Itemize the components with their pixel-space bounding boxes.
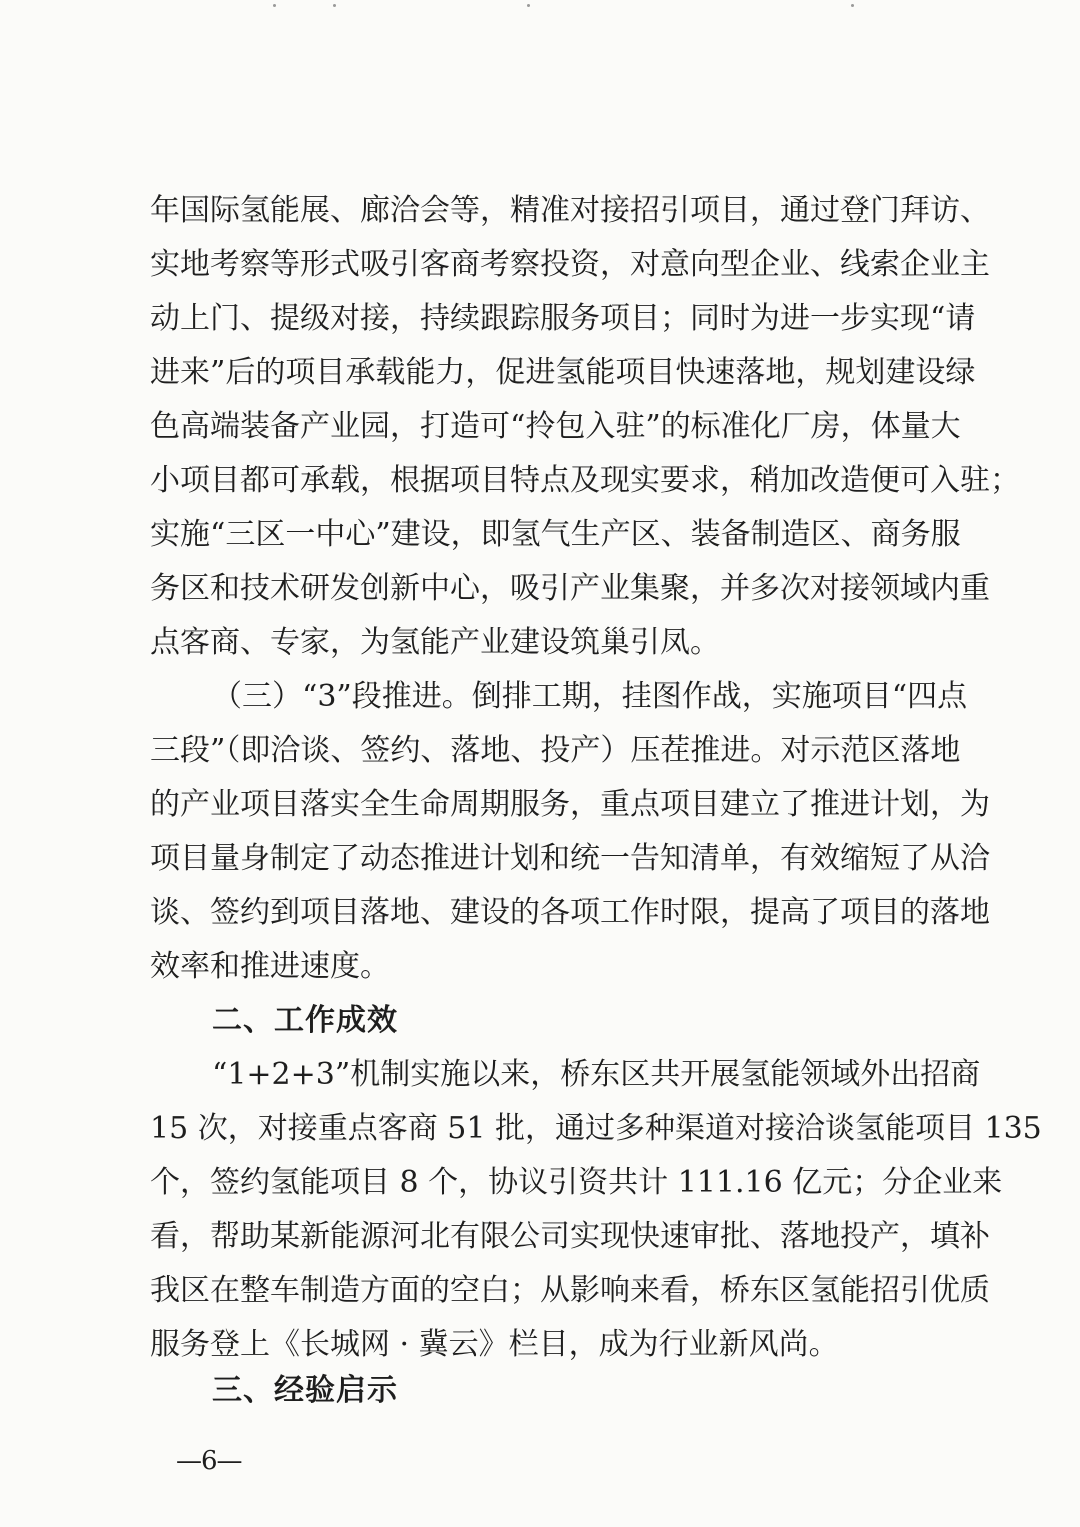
text-line: 看，帮助某新能源河北有限公司实现快速审批、落地投产，填补 bbox=[150, 1219, 990, 1254]
text-line: 我区在整车制造方面的空白；从影响来看，桥东区氢能招引优质 bbox=[150, 1273, 990, 1308]
text-line: （三）“3”段推进。倒排工期，挂图作战，实施项目“四点 bbox=[212, 679, 968, 714]
text-line: 个，签约氢能项目 8 个，协议引资共计 111.16 亿元；分企业来 bbox=[150, 1165, 1003, 1200]
text-line: 进来”后的项目承载能力，促进氢能项目快速落地，规划建设绿 bbox=[150, 355, 976, 390]
text-line: 务区和技术研发创新中心，吸引产业集聚，并多次对接领域内重 bbox=[150, 571, 990, 606]
section-heading-work-results: 二、工作成效 bbox=[212, 1003, 398, 1038]
scan-speck bbox=[333, 4, 336, 7]
text-line: 实施“三区一中心”建设，即氢气生产区、装备制造区、商务服 bbox=[150, 517, 961, 552]
text-line: 实地考察等形式吸引客商考察投资，对意向型企业、线索企业主 bbox=[150, 247, 990, 282]
text-line: “1+2+3”机制实施以来，桥东区共开展氢能领域外出招商 bbox=[212, 1057, 981, 1092]
text-line: 服务登上《长城网 · 冀云》栏目，成为行业新风尚。 bbox=[150, 1327, 839, 1362]
page-number: —6— bbox=[176, 1446, 242, 1476]
text-line: 动上门、提级对接，持续跟踪服务项目；同时为进一步实现“请 bbox=[150, 301, 976, 336]
scan-speck bbox=[273, 4, 276, 7]
text-line: 点客商、专家，为氢能产业建设筑巢引凤。 bbox=[150, 625, 720, 660]
text-line: 三段”（即洽谈、签约、落地、投产）压茬推进。对示范区落地 bbox=[150, 733, 961, 768]
text-line: 年国际氢能展、廊洽会等，精准对接招引项目，通过登门拜访、 bbox=[150, 193, 990, 228]
text-line: 15 次，对接重点客商 51 批，通过多种渠道对接洽谈氢能项目 135 bbox=[150, 1111, 1042, 1146]
scan-speck bbox=[527, 4, 530, 7]
text-line: 小项目都可承载，根据项目特点及现实要求，稍加改造便可入驻； bbox=[150, 463, 1020, 498]
text-line: 效率和推进速度。 bbox=[150, 949, 390, 984]
section-heading-experience: 三、经验启示 bbox=[212, 1373, 398, 1408]
text-line: 谈、签约到项目落地、建设的各项工作时限，提高了项目的落地 bbox=[150, 895, 990, 930]
scan-speck bbox=[851, 4, 854, 7]
text-line: 色高端装备产业园，打造可“拎包入驻”的标准化厂房，体量大 bbox=[150, 409, 961, 444]
text-line: 的产业项目落实全生命周期服务，重点项目建立了推进计划，为 bbox=[150, 787, 990, 822]
text-line: 项目量身制定了动态推进计划和统一告知清单，有效缩短了从洽 bbox=[150, 841, 990, 876]
